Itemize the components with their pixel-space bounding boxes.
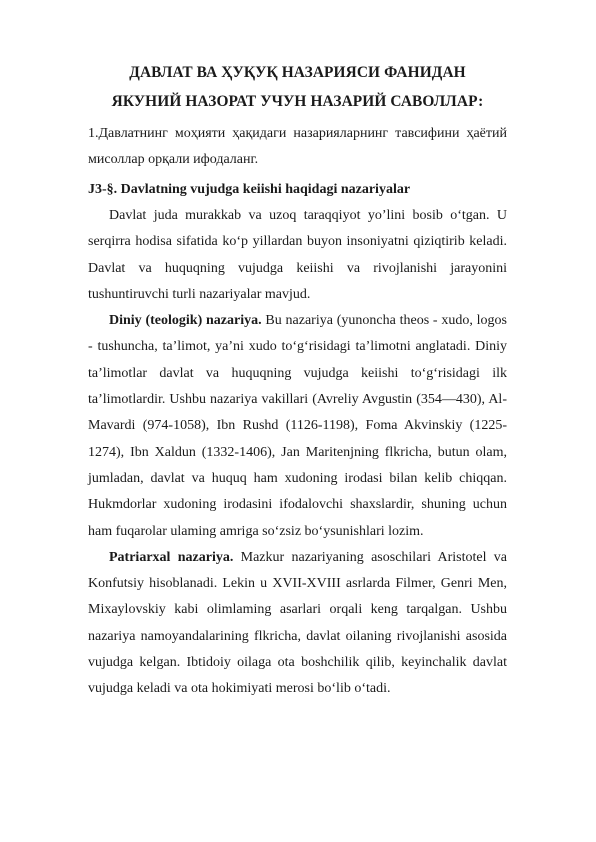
document-page: [88, 58, 507, 703]
patriarchal-theory-text: Mazkur nazariyaning asoschilari Aristotel va Konfutsiy hisoblanadi. Lekin u XVII-XVIII asrlarda Filmer, Genri Men, Mixaylovskiy kabi olimlaming asarlari orqali keng tarqalgan. Ushbu nazariya namoyandalarining flkricha, davlat oilaning rivojlanishi asosida vujudga kelgan. Ibtidoiy oilaga ota boshchilik qilib, keyinchalik davlat vujudga keladi va ota hokimiyati merosi bo‘lib o‘tadi.: [88, 549, 508, 697]
theological-theory-text: Bu nazariya (yunoncha theos - xudo, logos - tushuncha, ta’limot, ya’ni xudo to‘g‘risidagi ta’limotni anglatadi. Diniy ta’limotlar davlat va huquqning vujudga keiishi to‘g‘risidagi ilk ta’limotlardir. Ushbu nazariya vakillari (Avreliy Avgustin (354—430), Al-Mavardi (974-1058), Ibn Rushd (1126-1198), Foma Akvinskiy (1225-1274), Ibn Xaldun (1332-1406), Jan Maritenjning flkricha, butun olam, jumladan, davlat va huquq ham xudoning irodasi bilan kelib chiqqan. Hukmdorlar xudoning irodasini ifodalovchi shaxslardir, shuning uchun ham fuqarolar ulaming amriga so‘zsiz bo‘ysunishlari lozim.: [88, 313, 508, 539]
question-text: 1.Давлатнинг моҳияти ҳақидаги назарияларнинг тавсифини ҳаётий мисоллар орқали ифодаланг.: [88, 126, 507, 167]
theological-theory-lead: Diniy (teologik) nazariya.: [109, 313, 262, 329]
paragraph-intro: [88, 203, 507, 308]
page-title: [88, 58, 507, 116]
title-line-2: ЯКУНИЙ НАЗОРАТ УЧУН НАЗАРИЙ САВОЛЛАР:: [111, 93, 484, 110]
section-heading: J3-§. Davlatning vujudga keiishi haqidagi nazariyalar: [88, 182, 411, 197]
title-line-1: ДАВЛАТ ВА ҲУҚУҚ НАЗАРИЯСИ ФАНИДАН: [129, 64, 466, 81]
patriarchal-theory-lead: Patriarxal nazariya.: [109, 549, 234, 565]
paragraph-theological: [88, 308, 507, 545]
paragraph-intro-text: Davlat juda murakkab va uzoq taraqqiyot yo’lini bosib o‘tgan. U serqirra hodisa sifatida ko‘p yillardan buyon insoniyatni qiziqtirib keladi. Davlat va huquqning vujudga keiishi va rivojlanishi jarayonini tushuntiruvchi turli nazariyalar mavjud.: [88, 208, 507, 302]
paragraph-patriarchal: [88, 545, 507, 703]
